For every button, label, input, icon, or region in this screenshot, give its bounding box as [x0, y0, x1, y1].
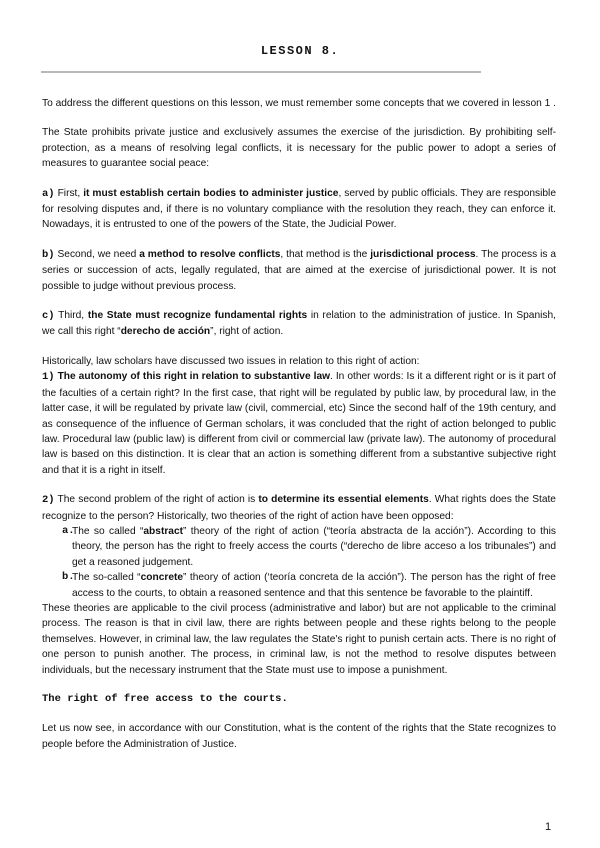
list-marker: b.: [62, 571, 75, 584]
section-heading: The right of free access to the courts.: [42, 693, 288, 705]
historically-paragraph: Historically, law scholars have discussed two issues in relation to this right of action:: [42, 355, 420, 367]
point-c-emphasis-2: derecho de acción: [120, 326, 211, 338]
point-c-emphasis-1: the State must recognize fundamental rights: [87, 310, 308, 322]
point-a-emphasis: it must establish certain bodies to administer justice: [83, 187, 339, 199]
page-title: LESSON 8.: [260, 44, 340, 58]
issue-2-label: 2): [42, 494, 55, 507]
list-item: b. The so-called “concrete” theory of action (‘teoría concreta de la acción”). The person has the right of free access to the courts, to obtain a reasoned sentence and that this sentence be favorable to the plaintiff.: [62, 571, 556, 599]
issue-1-emphasis: The autonomy of this right in relation to substantive law: [54, 371, 331, 383]
list-marker: a.: [62, 524, 75, 537]
point-b-label: b): [42, 248, 55, 261]
point-b-emphasis-2: jurisdictional process: [370, 248, 476, 260]
point-b-emphasis-1: a method to resolve conflicts: [139, 248, 281, 260]
theories-list: [42, 524, 556, 601]
issue-2-paragraph: 2) The second problem of the right of action is to determine its essential elements. What rights does the State recognize to the person? Historically, two theories of the right of action have been opposed:: [42, 494, 556, 522]
title-divider: [41, 71, 481, 73]
point-a-label: a): [42, 187, 55, 200]
state-paragraph: The State prohibits private justice and exclusively assumes the exercise of the jurisdiction. By prohibiting self-protection, as a means of resolving legal conflicts, it is necessary for the public power to adopt a series of measures to guarantee social peace:: [42, 127, 556, 170]
theories-paragraph: These theories are applicable to the civil process (administrative and labor) but are not applicable to the criminal process. The reason is that in civil law, there are rights between people and these rights belong to the people themselves. However, in criminal law, the law regulates the State's right to punish certain acts. There is no right of one person to punish another. The process, in criminal law, is not the method to resolve disputes between individuals, but the necessary instrument that the State must use to impose a punishment.: [42, 602, 556, 676]
theory-name: abstract: [143, 525, 184, 537]
issue-1-paragraph: 1) The autonomy of this right in relation to substantive law. In other words: Is it a different right or is it part of the faculties of a certain right? In the first case, that right will be regulated by public law, by procedural law, in the latter case, it will be regulated by private law (civil, commercial, etc) Since the second half of the 19th century, and as consequence of the influence of German scholars, it was concluded that the right of action belonged to public law. Procedural law (public law) is different from civil or commercial law (private law). The autonomy of procedural law is based on this distinction. It is clear that an action is something different from a substantive subjective right and that it is a right in itself.: [42, 371, 556, 476]
theory-name: concrete: [140, 572, 184, 584]
issue-1-label: 1): [42, 371, 55, 384]
point-c-paragraph: c) Third, the State must recognize fundamental rights in relation to the administration of justice. In Spanish, we call this right “derecho de acción”, right of action.: [42, 310, 556, 338]
list-item: a. The so called “abstract” theory of the right of action (“teoría abstracta de la acción”). According to this theory, the person has the right to freely access the courts (“derecho de libre acceso a los tribunales”) and get a reasoned judgement.: [62, 524, 556, 568]
point-c-label: c): [42, 310, 55, 323]
point-b-paragraph: b) Second, we need a method to resolve conflicts, that method is the jurisdictional process. The process is a series or succession of acts, legally regulated, that are aimed at the exercise of jurisdictional power. It is not possible to judge without previous process.: [42, 248, 556, 292]
document-body: [42, 96, 556, 752]
point-a-paragraph: a) First, it must establish certain bodies to administer justice, served by public officials. They are responsible for resolving disputes and, if there is no voluntary compliance with the resolution they reach, they can enforce it. Nowadays, it is entrusted to one of the powers of the State, the Judicial Power.: [42, 187, 556, 231]
closing-paragraph: Let us now see, in accordance with our Constitution, what is the content of the rights that the State recognizes to people before the Administration of Justice.: [42, 723, 556, 750]
issue-2-emphasis: to determine its essential elements: [258, 494, 429, 506]
page-number: 1: [545, 821, 552, 833]
intro-paragraph: To address the different questions on this lesson, we must remember some concepts that we covered in lesson 1 .: [42, 98, 556, 109]
